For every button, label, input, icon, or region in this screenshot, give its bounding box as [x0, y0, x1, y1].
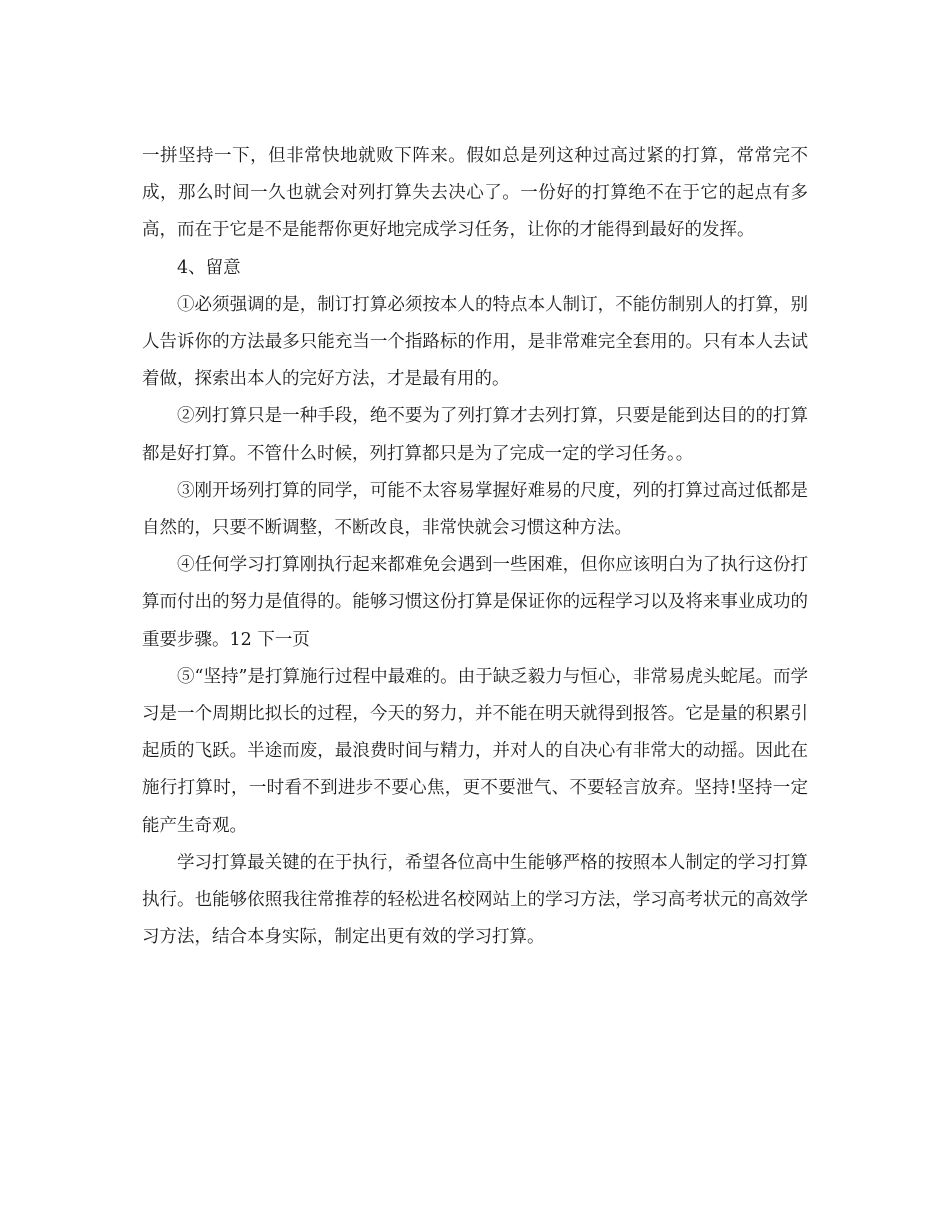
paragraph-note-1: ①必须强调的是，制订打算必须按本人的特点本人制订，不能仿制别人的打算，别人告诉你的方法最多只能充当一个指路标的作用，是非常难完全套用的。只有本人去试着做，探索出本人的完好方法，才是最有用的。	[142, 294, 808, 390]
paragraph-continuation: 一拼坚持一下，但非常快地就败下阵来。假如总是列这种过高过紧的打算，常常完不成，那么时间一久也就会对列打算失去决心了。一份好的打算绝不在于它的起点有多高，而在于它是不是能帮你更好地完成学习任务，让你的才能得到最好的发挥。	[142, 146, 808, 241]
paragraph-note-4: ④任何学习打算刚执行起来都难免会遇到一些困难，但你应该明白为了执行这份打算而付出的努力是值得的。能够习惯这份打算是保证你的远程学习以及将来事业成功的重要步骤。12 下一页	[142, 555, 808, 650]
paragraph-note-3: ③刚开场列打算的同学，可能不太容易掌握好难易的尺度，列的打算过高过低都是自然的，只要不断调整，不断改良，非常快就会习惯这种方法。	[142, 480, 808, 539]
paragraph-conclusion: 学习打算最关键的在于执行，希望各位高中生能够严格的按照本人制定的学习打算执行。也能够依照我往常推荐的轻松进名校网站上的学习方法，学习高考状元的高效学习方法，结合本身实际，制定出更有效的学习打算。	[142, 852, 808, 948]
section-heading-attention: 4、留意	[177, 257, 241, 278]
paragraph-note-2: ②列打算只是一种手段，绝不要为了列打算才去列打算，只要是能到达目的的打算都是好打算。不管什么时候，列打算都只是为了完成一定的学习任务。。	[142, 406, 808, 464]
paragraph-note-5: ⑤“坚持”是打算施行过程中最难的。由于缺乏毅力与恒心，非常易虎头蛇尾。而学习是一个周期比拟长的过程，今天的努力，并不能在明天就得到报答。它是量的积累引起质的飞跃。半途而废，最浪费时间与精力，并对人的自决心有非常大的动摇。因此在施行打算时，一时看不到进步不要心焦，更不要泄气、不要轻言放弃。坚持!坚持一定能产生奇观。	[142, 666, 808, 836]
document-page	[142, 138, 808, 956]
